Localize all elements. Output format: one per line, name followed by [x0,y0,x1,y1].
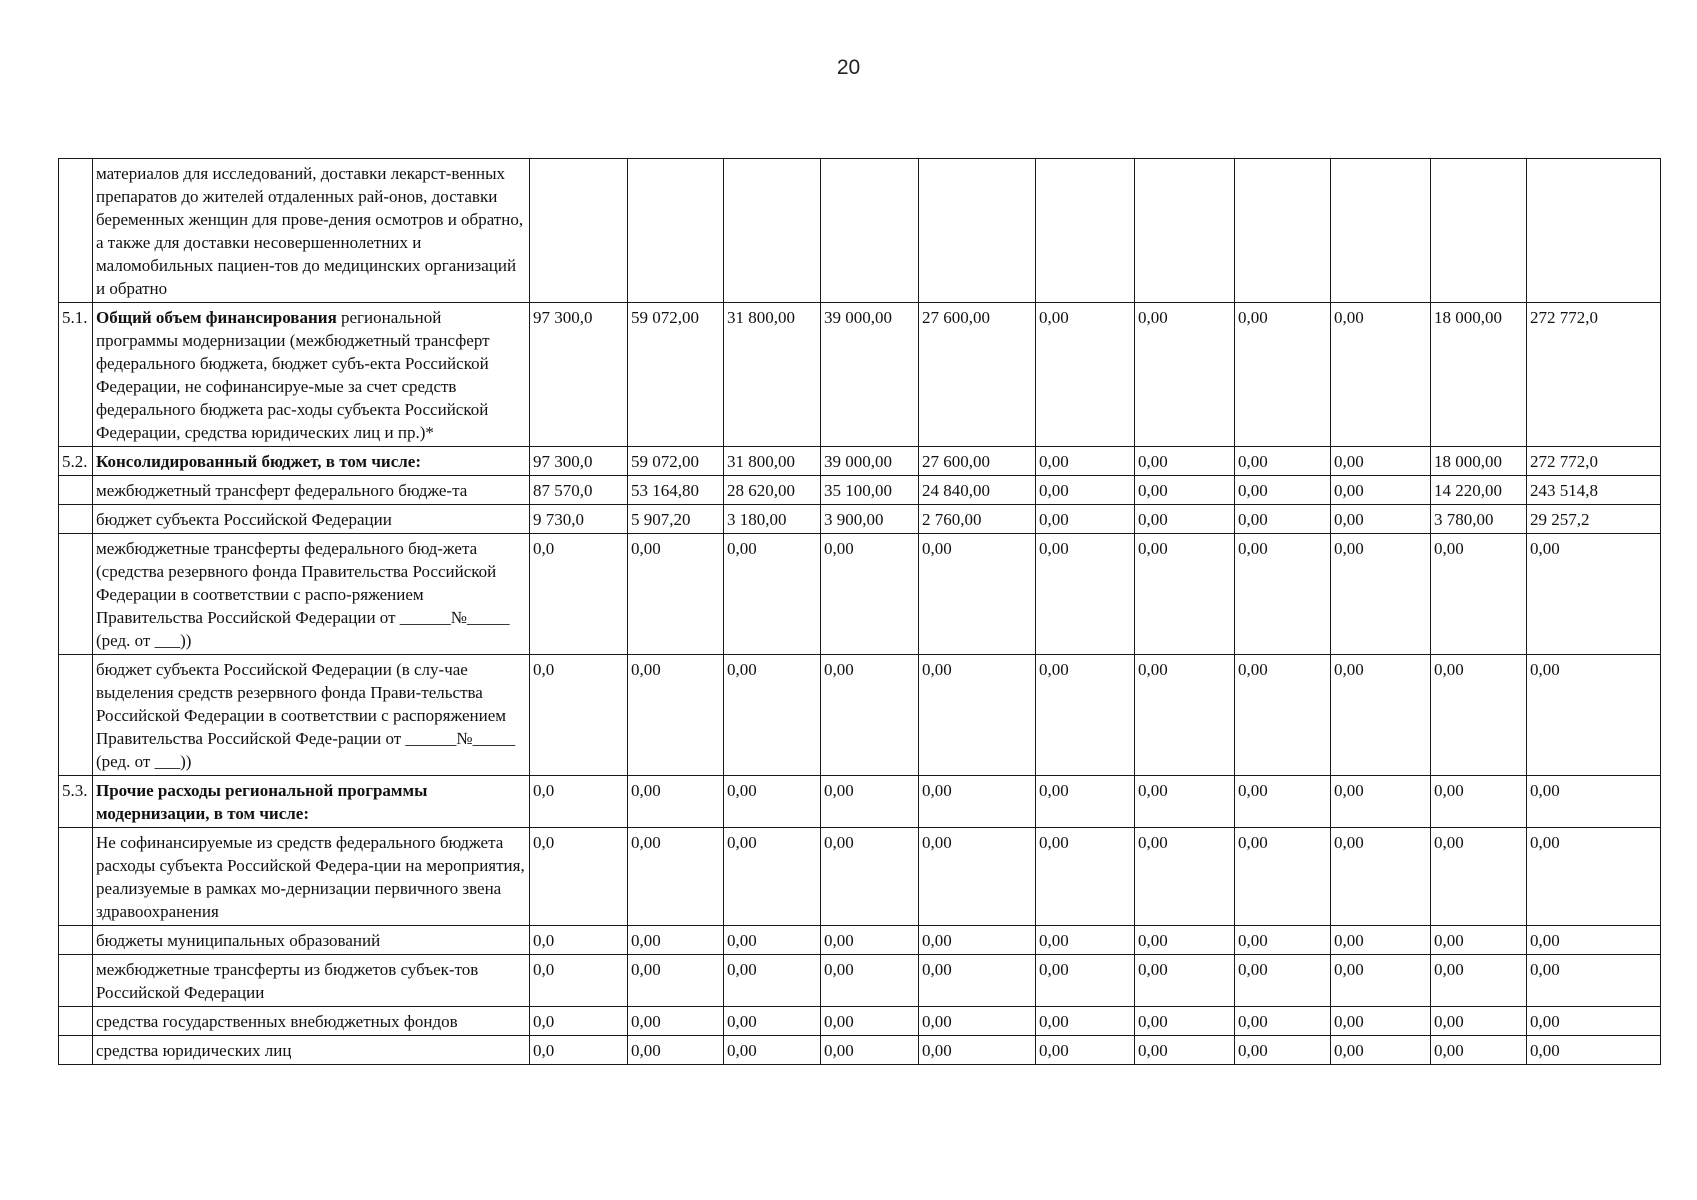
row-label [93,447,530,476]
row-label [93,476,530,505]
value-cell: 0,00 [724,955,821,1007]
row-index [59,159,93,303]
value-cell: 0,00 [1527,1036,1661,1065]
value-cell: 0,00 [1331,303,1431,447]
value-cell: 0,00 [1036,1007,1135,1036]
value-cell: 0,00 [628,534,724,655]
table-row [59,447,1661,476]
row-label-bold: Прочие расходы региональной программы модернизации, в том числе: [96,781,428,823]
value-cell: 35 100,00 [821,476,919,505]
value-cell [628,159,724,303]
value-cell: 0,00 [1135,447,1235,476]
value-cell: 14 220,00 [1431,476,1527,505]
value-cell: 0,00 [1235,447,1331,476]
row-index: 5.2. [59,447,93,476]
value-cell: 53 164,80 [628,476,724,505]
value-cell: 0,00 [1431,1036,1527,1065]
value-cell: 0,00 [1036,447,1135,476]
value-cell: 0,00 [1135,926,1235,955]
value-cell: 0,0 [530,828,628,926]
value-cell [919,159,1036,303]
value-cell: 0,00 [1036,955,1135,1007]
value-cell: 0,00 [821,534,919,655]
value-cell: 0,00 [1036,534,1135,655]
value-cell: 28 620,00 [724,476,821,505]
value-cell: 0,00 [1135,776,1235,828]
value-cell [1235,159,1331,303]
value-cell: 0,00 [628,655,724,776]
row-label-text: бюджет субъекта Российской Федерации [96,510,392,529]
value-cell: 9 730,0 [530,505,628,534]
value-cell: 0,00 [1235,655,1331,776]
table-row [59,955,1661,1007]
value-cell: 0,00 [724,926,821,955]
value-cell: 0,0 [530,776,628,828]
value-cell: 0,00 [1431,534,1527,655]
value-cell: 0,00 [1331,955,1431,1007]
row-label [93,303,530,447]
value-cell: 0,00 [1331,1036,1431,1065]
row-label-text: бюджет субъекта Российской Федерации (в слу-чае выделения средств резервного фонда Прави-тельства Российской Федерации в соответствии с распоряжением Правительства Российской Феде-рации от ______№_____ (ред. от ___)) [96,660,516,771]
value-cell: 18 000,00 [1431,447,1527,476]
table-row [59,828,1661,926]
row-label [93,505,530,534]
value-cell: 0,00 [1135,955,1235,1007]
value-cell [1431,159,1527,303]
value-cell: 0,00 [1036,926,1135,955]
value-cell: 0,00 [1036,828,1135,926]
value-cell: 0,00 [919,534,1036,655]
row-index [59,1036,93,1065]
value-cell: 0,00 [821,955,919,1007]
value-cell: 0,00 [1135,1036,1235,1065]
table-body [59,159,1661,1065]
value-cell: 5 907,20 [628,505,724,534]
value-cell: 29 257,2 [1527,505,1661,534]
row-label [93,1036,530,1065]
row-label-text: Не софинансируемые из средств федерального бюджета расходы субъекта Российской Федера-ции на мероприятия, реализуемые в рамках мо-дернизации первичного звена здравоохранения [96,833,525,921]
value-cell: 0,00 [1431,828,1527,926]
value-cell: 0,00 [724,655,821,776]
value-cell: 3 780,00 [1431,505,1527,534]
value-cell: 0,00 [1527,955,1661,1007]
value-cell: 97 300,0 [530,303,628,447]
value-cell: 0,00 [1527,926,1661,955]
value-cell: 0,00 [1235,926,1331,955]
value-cell: 3 900,00 [821,505,919,534]
value-cell: 0,00 [1135,303,1235,447]
row-label [93,776,530,828]
value-cell: 0,00 [821,926,919,955]
value-cell: 0,00 [821,1036,919,1065]
value-cell: 0,00 [1235,776,1331,828]
value-cell: 0,00 [628,1007,724,1036]
value-cell: 0,00 [1235,1007,1331,1036]
value-cell: 272 772,0 [1527,303,1661,447]
value-cell: 0,00 [1527,655,1661,776]
value-cell: 0,0 [530,1036,628,1065]
value-cell: 0,00 [1036,303,1135,447]
value-cell: 0,00 [628,828,724,926]
row-index [59,534,93,655]
value-cell: 0,00 [1036,776,1135,828]
value-cell: 0,00 [1135,534,1235,655]
value-cell: 0,00 [1527,1007,1661,1036]
table-row [59,159,1661,303]
value-cell: 0,00 [1331,476,1431,505]
value-cell: 0,00 [1527,776,1661,828]
row-label [93,955,530,1007]
value-cell: 0,00 [919,1036,1036,1065]
value-cell: 0,00 [1431,955,1527,1007]
value-cell: 0,00 [919,655,1036,776]
value-cell: 0,00 [1135,828,1235,926]
value-cell: 87 570,0 [530,476,628,505]
value-cell: 0,00 [1235,1036,1331,1065]
row-index [59,1007,93,1036]
value-cell: 0,00 [1431,655,1527,776]
row-label [93,926,530,955]
value-cell [1331,159,1431,303]
table-row [59,505,1661,534]
row-label [93,655,530,776]
value-cell: 0,00 [1331,505,1431,534]
value-cell: 59 072,00 [628,447,724,476]
value-cell: 0,00 [1331,776,1431,828]
value-cell: 0,00 [1235,303,1331,447]
value-cell: 0,00 [821,776,919,828]
value-cell: 0,00 [628,955,724,1007]
row-label-text: региональной программы модернизации (межбюджетный трансферт федерального бюджета, бюджет субъ-екта Российской Федерации, не софинансируе-мые за счет средств федерального бюджета рас-ходы субъекта Российской Федерации, средства юридических лиц и пр.)* [96,308,490,442]
table-row [59,476,1661,505]
value-cell: 0,00 [1331,447,1431,476]
value-cell: 0,00 [1235,955,1331,1007]
table-row [59,534,1661,655]
value-cell: 0,0 [530,955,628,1007]
value-cell: 0,00 [821,828,919,926]
value-cell: 243 514,8 [1527,476,1661,505]
row-index: 5.3. [59,776,93,828]
value-cell: 0,00 [919,776,1036,828]
value-cell: 0,0 [530,655,628,776]
table-row [59,776,1661,828]
row-label-text: межбюджетный трансферт федерального бюдже-та [96,481,468,500]
value-cell: 27 600,00 [919,303,1036,447]
value-cell: 0,00 [821,655,919,776]
value-cell: 0,00 [1431,776,1527,828]
row-index [59,655,93,776]
row-label-text: средства юридических лиц [96,1041,292,1060]
value-cell: 0,0 [530,1007,628,1036]
value-cell: 0,00 [919,1007,1036,1036]
value-cell: 0,00 [1235,534,1331,655]
value-cell: 0,00 [1036,505,1135,534]
value-cell: 0,00 [628,776,724,828]
table-row [59,1036,1661,1065]
table-row [59,926,1661,955]
value-cell: 0,00 [1331,1007,1431,1036]
value-cell: 0,00 [1235,505,1331,534]
row-label-text: межбюджетные трансферты из бюджетов субъек-тов Российской Федерации [96,960,479,1002]
value-cell: 31 800,00 [724,447,821,476]
value-cell [821,159,919,303]
value-cell: 0,00 [821,1007,919,1036]
value-cell: 0,00 [1527,828,1661,926]
value-cell: 59 072,00 [628,303,724,447]
value-cell: 0,00 [1331,534,1431,655]
value-cell: 0,00 [1036,655,1135,776]
value-cell: 0,00 [628,926,724,955]
value-cell: 0,00 [1135,1007,1235,1036]
row-label-text: бюджеты муниципальных образований [96,931,381,950]
value-cell: 0,00 [1135,476,1235,505]
value-cell: 24 840,00 [919,476,1036,505]
row-index [59,476,93,505]
row-label-text: средства государственных внебюджетных фондов [96,1012,458,1031]
value-cell: 0,00 [1431,1007,1527,1036]
value-cell: 18 000,00 [1431,303,1527,447]
value-cell: 272 772,0 [1527,447,1661,476]
value-cell [724,159,821,303]
value-cell [1527,159,1661,303]
row-index [59,926,93,955]
value-cell: 0,00 [1331,828,1431,926]
value-cell: 0,00 [724,1036,821,1065]
value-cell: 97 300,0 [530,447,628,476]
value-cell [530,159,628,303]
value-cell [1135,159,1235,303]
table-row [59,1007,1661,1036]
table-row [59,303,1661,447]
value-cell: 2 760,00 [919,505,1036,534]
row-label [93,1007,530,1036]
value-cell: 0,00 [1431,926,1527,955]
value-cell: 0,00 [919,926,1036,955]
value-cell: 0,00 [724,534,821,655]
budget-table [58,158,1661,1065]
value-cell: 0,00 [1235,828,1331,926]
value-cell: 0,00 [1527,534,1661,655]
value-cell: 39 000,00 [821,303,919,447]
value-cell: 0,00 [1036,476,1135,505]
row-label-text: межбюджетные трансферты федерального бюд-жета (средства резервного фонда Правительства Российской Федерации в соответствии с распо-ряжением Правительства Российской Федерации от ______№_____ (ред. от ___)) [96,539,510,650]
value-cell: 3 180,00 [724,505,821,534]
value-cell: 0,00 [919,955,1036,1007]
value-cell: 27 600,00 [919,447,1036,476]
value-cell: 0,00 [628,1036,724,1065]
value-cell: 0,00 [919,828,1036,926]
value-cell: 0,00 [1331,926,1431,955]
value-cell: 0,00 [1036,1036,1135,1065]
value-cell: 0,0 [530,926,628,955]
row-label [93,828,530,926]
value-cell: 0,0 [530,534,628,655]
row-label [93,159,530,303]
row-label [93,534,530,655]
page-number: 20 [836,56,861,79]
value-cell: 0,00 [1235,476,1331,505]
row-label-text: материалов для исследований, доставки лекарст-венных препаратов до жителей отдаленных рай-онов, доставки беременных женщин для прове-дения осмотров и обратно, а также для доставки несовершеннолетних и маломобильных пациен-тов до медицинских организаций и обратно [96,164,524,298]
value-cell: 0,00 [1135,505,1235,534]
row-index [59,828,93,926]
row-index [59,955,93,1007]
table-row [59,655,1661,776]
value-cell: 0,00 [724,828,821,926]
value-cell: 31 800,00 [724,303,821,447]
value-cell: 0,00 [724,1007,821,1036]
row-label-bold: Общий объем финансирования [96,308,337,327]
value-cell: 39 000,00 [821,447,919,476]
row-label-bold: Консолидированный бюджет, в том числе: [96,452,422,471]
value-cell [1036,159,1135,303]
value-cell: 0,00 [1331,655,1431,776]
value-cell: 0,00 [1135,655,1235,776]
value-cell: 0,00 [724,776,821,828]
row-index: 5.1. [59,303,93,447]
row-index [59,505,93,534]
